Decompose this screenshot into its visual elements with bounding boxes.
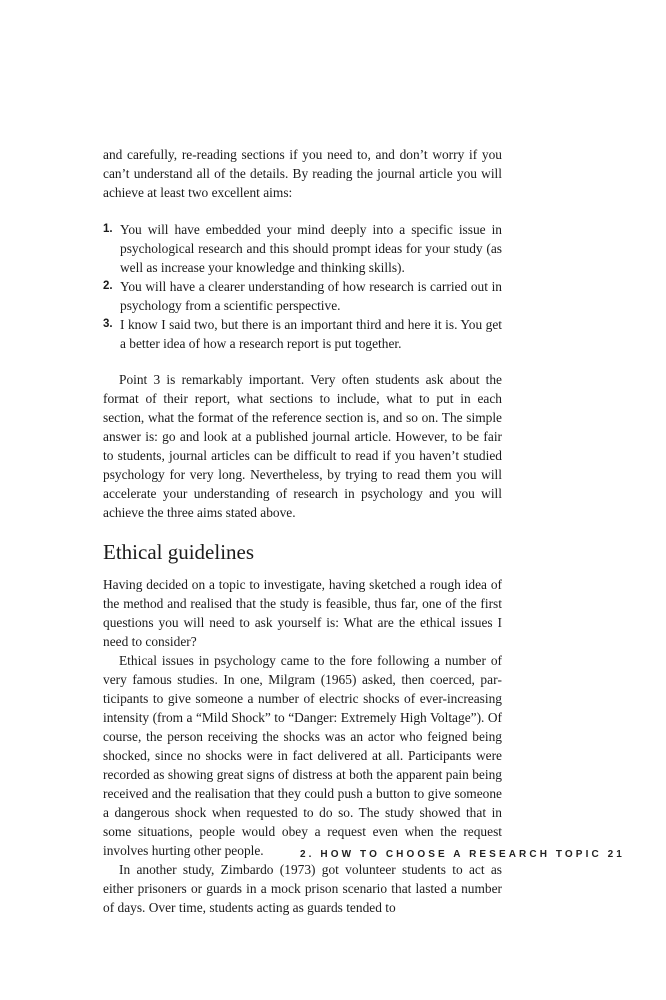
aim-number-2: 2. <box>103 280 113 292</box>
aim-number-1: 1. <box>103 223 113 235</box>
aims-list <box>103 220 502 353</box>
ethics-paragraph-2: Ethical issues in psychology came to the fore following a number of very famous studies. In one, Milgram (1965) asked, then coerced, participants to give someone a number of electric shocks of ever-increasing intensity (from a “Mild Shock” to “Danger: Extremely High Voltage”). Of course, the person receiving the shocks was an actor who feigned being shocked, since no shocks were in fact delivered at all. Participants were recorded as showing great signs of distress at both the apparent pain being received and the realisation that they could push a button to give someone a dangerous shock when requested to do so. The study showed that in some situations, people would obey a request even when the request involves hurting other people. <box>103 653 502 858</box>
aim-number-3: 3. <box>103 318 113 330</box>
aim-item-2 <box>103 277 502 315</box>
aim-text-2: You will have a clearer understanding of how research is carried out in psychology from a scientific perspective. <box>120 279 502 313</box>
aim-text-3: I know I said two, but there is an important third and here it is. You get a better idea of how a research report is put together. <box>120 317 502 351</box>
aim-item-1 <box>103 220 502 277</box>
point3-paragraph: Point 3 is remarkably important. Very often students ask about the format of their report, what sections to include, what to put in each section, what the format of the reference section is, and so on. The simple answer is: go and look at a published journal article. However, to be fair to students, journal articles can be difficult to read if you haven’t studied psychology for very long. Nevertheless, by trying to read them you will accelerate your understanding of research in psychology and you will achieve the three aims stated above. <box>103 372 502 520</box>
ethics-paragraph-1: Having decided on a topic to investigate, having sketched a rough idea of the method and realised that the study is feasible, thus far, one of the first questions you will need to ask yourself is: What are the ethical issues I need to consider? <box>103 577 502 649</box>
running-footer: 2. HOW TO CHOOSE A RESEARCH TOPIC 21 <box>300 849 625 860</box>
page-body <box>103 145 502 917</box>
ethics-paragraph-3: In another study, Zimbardo (1973) got volunteer students to act as either prisoners or guards in a mock prison scenario that lasted a number of days. Over time, students acting as guards tended to <box>103 862 502 915</box>
aim-item-3 <box>103 315 502 353</box>
aim-text-1: You will have embedded your mind deeply into a specific issue in psychological research and this should prompt ideas for your study (as well as increase your knowledge and thinking skills). <box>120 222 502 275</box>
intro-paragraph: and carefully, re-reading sections if you need to, and don’t worry if you can’t understand all of the details. By reading the journal article you will achieve at least two excellent aims: <box>103 147 502 200</box>
section-heading: Ethical guidelines <box>103 540 255 564</box>
